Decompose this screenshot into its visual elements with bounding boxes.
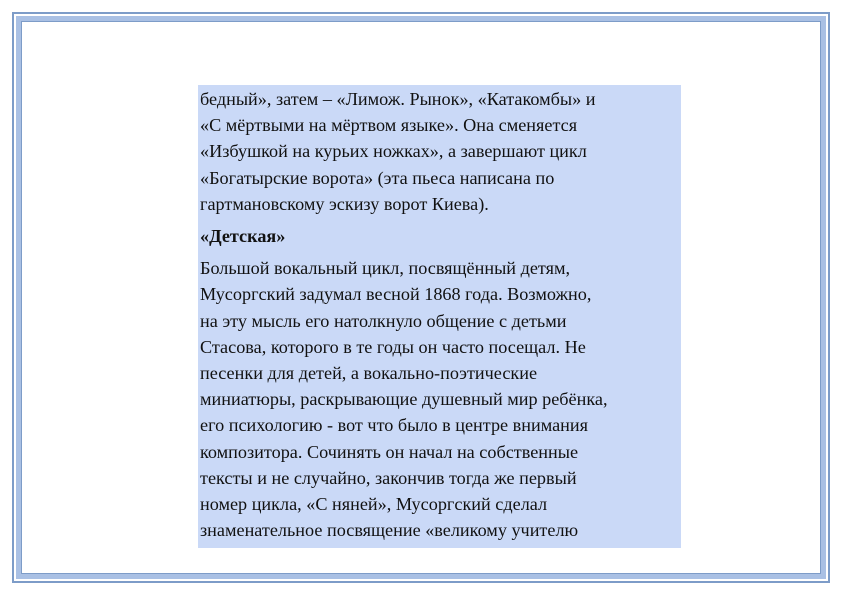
section-heading: «Детская» [200,226,286,247]
text-box [198,85,681,548]
paragraph-intro: бедный», затем – «Лимож. Рынок», «Катакомбы» и «С мёртвыми на мёртвом языке». Она сменяется «Избушкой на курьих ножках», а завершают цикл «Богатырские ворота» (эта пьеса написана по гартмановскому эскизу ворот Киева). [200,89,596,214]
paragraph-body: Большой вокальный цикл, посвящённый детям, Мусоргский задумал весной 1868 года. Возможно, на эту мысль его натолкнуло общение с детьми Стасова, которого в те годы он часто посещал. Не песенки для детей, а вокально-поэтические миниатюры, раскрывающие душевный мир ребёнка, его психологию - вот что было в центре внимания композитора. Сочинять он начал на собственные тексты и не случайно, закончив тогда же первый номер цикла, «С няней», Мусоргский сделал знаменательное посвящение «великому учителю [200,258,608,541]
